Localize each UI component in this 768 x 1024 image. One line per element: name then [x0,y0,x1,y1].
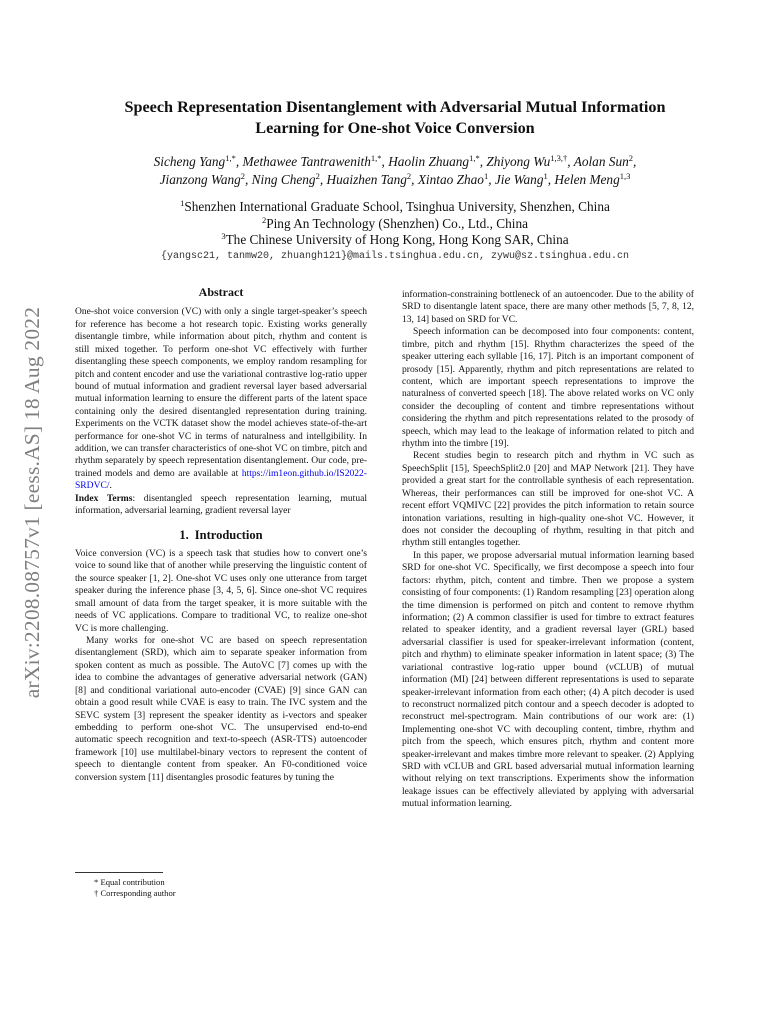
author-name: Xintao Zhao [417,171,484,187]
abstract-text: One-shot voice conversion (VC) with only a single target-speaker’s speech for reference has become a hot research topic. Existing works generally disentangle timbre, while information about pitch, rhythm and content is still mixed together. To perform one-shot VC effectively with further disentangling these speech components, we employ random resampling for pitch and content encoder and use the variational contrastive log-ratio upper bound of mutual information and gradient reversal layer based adversarial mutual information learning to ensure the different parts of the latent space containing only the desired disentangled representation during training. Experiments on the VCTK dataset show the model achieves state-of-the-art performance for one-shot VC in terms of naturalness and intellgibility. In addition, we can transfer characteristics of one-shot VC on timbre, pitch and rhythm separately by speech representation disentanglement. Our code, pre-trained models and demo are available at https://im1eon.github.io/IS2022-SRDVC/. [75,306,367,492]
code-link[interactable]: https://im1eon.github.io/IS2022-SRDVC/ [75,467,367,492]
abstract-heading: Abstract [198,285,244,299]
author-affil-sup: 1,3 [619,170,631,181]
author-affil-sup: 2 [406,170,412,181]
arxiv-stamp-text: arXiv:2208.08757v1 [eess.AS] 18 Aug 2022 [20,306,45,699]
author-emails: {yangsc21, tanmw20, zhuangh121}@mails.tsinghua.edu.cn, zywu@sz.tsinghua.edu.cn [160,251,630,262]
paper-title [60,97,730,139]
right-paragraph-1: Speech information can be decomposed into four components: content, timbre, pitch and rhythm [15]. Rhythm characterizes the speed of the speaker uttering each syllable [16, 17]. Pitch is an important component of prosody [15]. Apparently, rhythm and pitch representations are related to content, which are important speech representations to improve the naturalness of converted speech [18]. The above related works on VC only consider the decoupling of content and timbre representations without considering the rhythm and pitch representations related to the prosody of speech, which may lead to the leakage of information related to pitch and rhythm into the timbre [19]. [402,326,694,450]
author-affil-sup: 1 [483,170,489,181]
right-paragraph-3: In this paper, we propose adversarial mutual information learning based SRD for one-shot VC. Specifically, we first decompose a speech into four factors: rhythm, pitch, content and timbre. Then we propose a system consisting of four components: (1) Random resampling [23] operation along the time dimension is performed on pitch and content to remove rhythm information; (2) A common classifier is used for timbre to extract features related to speaker identity, and a gradient reversal layer (GRL) based adversarial classifier is used for speaker-irrelevant information (content, pitch and rhythm) to eliminate speaker information in latent space; (3) The variational contrastive log-ratio upper bound (vCLUB) of mutual information (MI) [24] between different representations is used to separate speaker-irrelevant information from each other; (4) A pitch decoder is used to reconstruct normalized pitch contour and a speech decoder is adopted to reconstruct mel-spectrogram. Main contributions of our work are: (1) Implementing one-shot VC with decoupling content, timbre, rhythm and pitch from the speech, which ensures pitch, rhythm and content more speaker-irrelevant and makes timbre more relevant to speaker. (2) Applying SRD with vCLUB and GRL based adversarial mutual information learning without relying on text transcriptions. Experiments show the information leakage issues can be effectively alleviated by applying with adversarial mutual information learning. [402,549,694,810]
author-affil-sup: 2 [315,170,320,181]
index-terms-label: Index Terms [75,492,133,504]
arxiv-stamp [16,305,50,700]
affiliation-list [60,199,730,249]
intro-paragraph-2: Many works for one-shot VC are based on speech representation disentanglement (SRD), which aim to separate speaker information from spoken content as much as possible. The AutoVC [7] comes up with the idea to combine the advantages of generative adversarial network (GAN) [8] and conditional variational auto-encoder (CVAE) [9] since GAN can obtain a good result while CVAE is easy to train. The IVC system and the SEVC system [3] represent the speaker identity as i-vectors and speaker embedding to perform one-shot VC. The unsupervised end-to-end automatic speech recognition and text-to-speech (ASR-TTS) autoencoder framework [10] use multilabel-binary vectors to represent the content of speech to dientangle content from speaker. An F0-conditioned voice conversion system [11] disentangles prosodic features by tuning the [75,634,367,783]
affiliation-3: $^3$The Chinese University of Hong Kong, Hong Kong SAR, China [221,231,569,247]
section-number: 1. [179,527,189,542]
intro-heading [75,529,367,541]
left-column [75,286,367,784]
author-line-2: Jianzong Wang$^2$, Ning Cheng$^2$, Huaizhen Tang$^2$, Xintao Zhao$^1$, Jie Wang$^1$, Helen Meng$^{1,3}$ [159,170,631,187]
footnotes [75,872,367,899]
right-paragraph-2: Recent studies begin to research pitch and rhythm in VC such as SpeechSplit [15], SpeechSplit2.0 [20] and MAP Network [21]. They have provided a great start for the controllable synthesis of each representation. Whereas, their performances can still be improved for one-shot VC. A recent effort VQMIVC [22] provides the pitch information to retain source intonation variations, resulting in high-quality one-shot VC. However, it does not consider the decoupling of rhythm, resulting in that pitch and rhythm still entangles together. [402,450,694,549]
author-list [60,153,730,188]
author-name: Sicheng Yang [153,154,226,169]
author-name: Ning Cheng [251,171,316,187]
author-affil-sup: 1 [543,170,548,181]
author-name: Zhiyong Wu [486,154,551,169]
index-terms: Index Terms: disentangled speech representation learning, mutual information, adversarial learning, gradient reversal layer [75,492,367,517]
author-affil-sup: 2 [628,153,633,163]
author-name: Huaizhen Tang [326,171,407,187]
author-affil-sup: 1,* [225,153,236,163]
author-line-1: Sicheng Yang$^{1,*}$, Methawee Tantrawenith$^{1,*}$, Haolin Zhuang$^{1,*}$, Zhiyong $Wu^{1,3,\dagger}$, Aolan Sun$^2$, [153,153,637,169]
author-affil-sup: 1,* [469,153,480,163]
author-name: Jie Wang [494,171,544,187]
author-affil-sup: 2 [240,170,246,181]
author-name: Methawee Tantrawenith [242,154,371,169]
affiliation-2: $^2$Ping An Technology (Shenzhen) Co., Ltd., China [261,214,529,231]
footnote-corresponding-author: † Corresponding author [94,888,176,898]
author-name: Jianzong Wang [159,171,241,187]
title-line-2: Learning for One-shot Voice Conversion [255,119,535,137]
title-line-1: Speech Representation Disentanglement with Adversarial Mutual Information [124,98,666,116]
intro-paragraph-1: Voice conversion (VC) is a speech task that studies how to convert one’s voice to sound like that of another while preserving the linguistic content of the source speaker [1, 2]. One-shot VC uses only one utterance from target speaker during the inference phase [3, 4, 5, 6]. Since one-shot VC requires small amount of data from the target speaker, it is more suitable with the needs of VC applications. Compare to traditional VC, to realize one-shot VC is more challenging. [75,548,367,634]
author-affil-sup: 1,3,† [550,153,568,163]
right-paragraph-0: information-constraining bottleneck of an autoencoder. Due to the ability of SRD to disentangle latent space, there are many other methods [5, 7, 8, 12, 13, 14] based on SRD for VC. [402,289,694,325]
affiliation-1: $^1$Shenzhen International Graduate School, Tsinghua University, Shenzhen, China [180,198,610,214]
section-title: Introduction [194,527,263,542]
author-name: Haolin Zhuang [388,154,470,169]
right-column [402,289,694,811]
author-name: Aolan Sun [573,154,629,169]
footnote-equal-contribution: * Equal contribution [94,877,165,887]
footnote-rule [75,872,163,873]
author-name: Helen Meng [554,171,620,187]
author-affil-sup: 1,* [370,153,382,163]
